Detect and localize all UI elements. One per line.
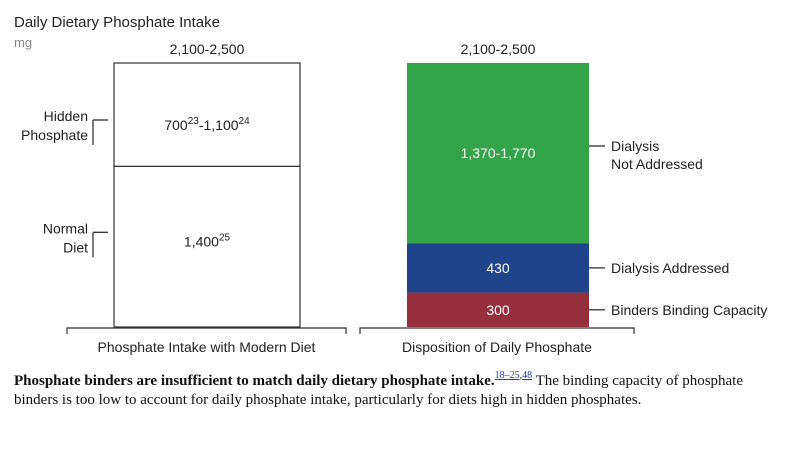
chart-unit: mg xyxy=(14,35,33,50)
segment-value-label: $700^{23}-1,100^{24}$ xyxy=(164,116,250,133)
segment-value-label: 430 xyxy=(486,259,510,276)
callout-label: Binders Binding Capacity xyxy=(611,301,768,318)
callout-label: Normal xyxy=(42,220,88,237)
category-label: Disposition of Daily Phosphate xyxy=(402,339,592,355)
callout-label: Dialysis Addressed xyxy=(611,259,730,276)
callout-label: Hidden xyxy=(43,108,88,124)
segment-value-label: 1,370-1,770 xyxy=(460,145,536,162)
bar-total-label: 2,100-2,500 xyxy=(460,41,536,57)
segment-value-label: 300 xyxy=(486,301,510,318)
figure-caption xyxy=(14,372,784,410)
chart-title: Daily Dietary Phosphate Intake xyxy=(14,14,220,31)
callout-label: Diet xyxy=(63,239,88,256)
ref-link-18-25[interactable]: 18–25 xyxy=(494,370,520,381)
bar-segment-hidden-phosphate xyxy=(114,63,300,166)
caption-refs xyxy=(495,370,533,381)
category-axis-bracket xyxy=(360,328,634,334)
category-axis-bracket xyxy=(67,328,346,334)
category-label: Phosphate Intake with Modern Diet xyxy=(97,339,316,355)
callout-label: Phosphate xyxy=(21,127,88,143)
caption-bold: Phosphate binders are insufficient to match daily dietary phosphate intake. xyxy=(14,373,495,389)
callout-label: Dialysis xyxy=(611,138,660,154)
callout-label: Not Addressed xyxy=(611,156,703,172)
ref-separator: , xyxy=(519,370,523,381)
caption-text: The binding capacity of phosphate binders is too low to account for daily phosphate intake, particularly for diets high in hidden phosphates. xyxy=(14,373,744,408)
ref-link-48[interactable]: 48 xyxy=(522,370,533,381)
bar-total-label: 2,100-2,500 xyxy=(169,41,245,57)
segment-value-label: 1,400$^{25}$ xyxy=(183,232,231,250)
